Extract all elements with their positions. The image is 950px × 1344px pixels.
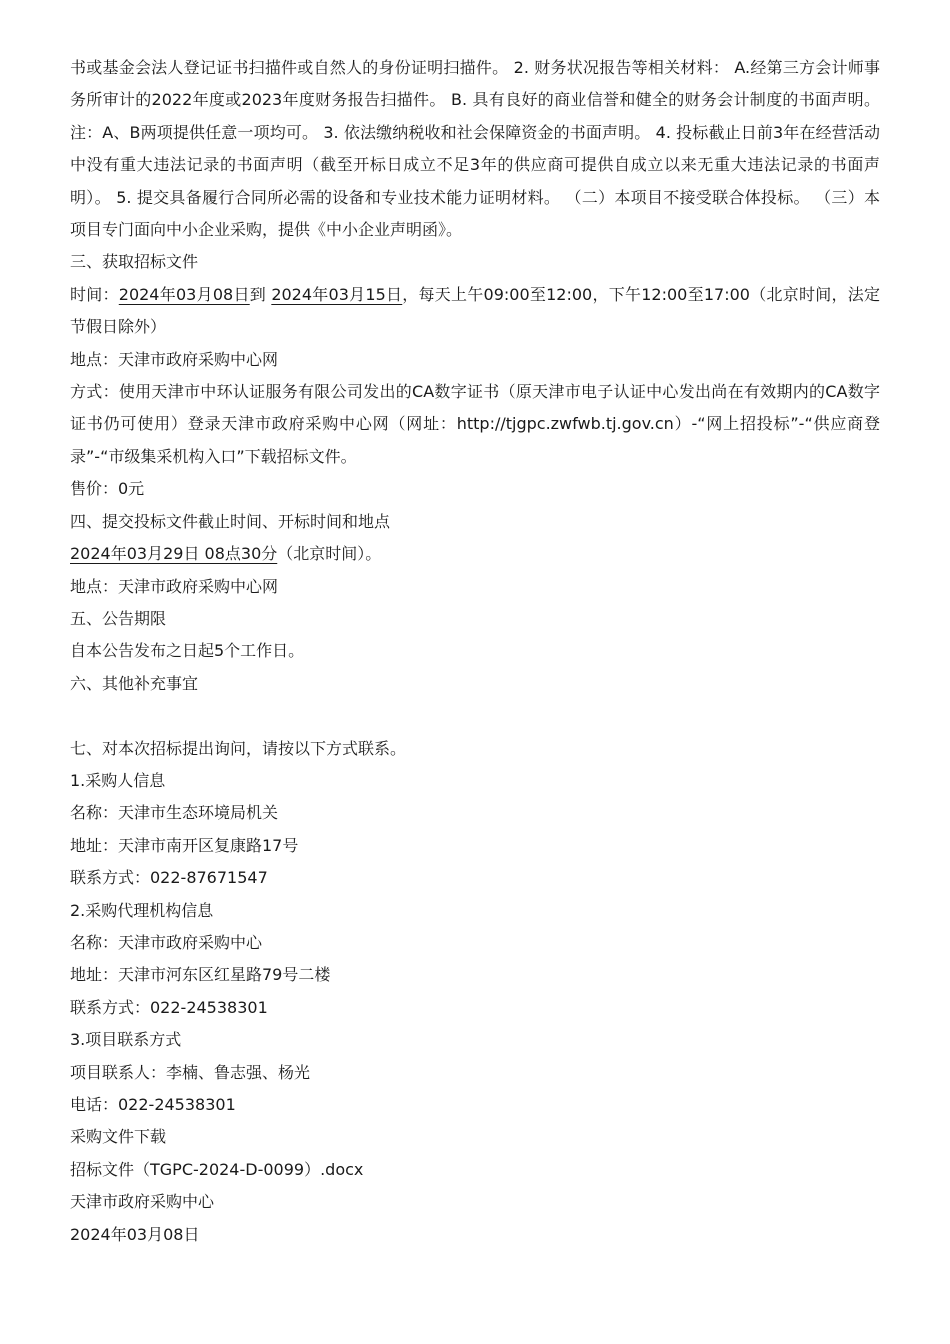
document-price: 售价：0元 [70,479,145,499]
section-6-heading: 六、其他补充事宜 [70,673,199,693]
purchaser-contact: 联系方式：022-87671547 [70,868,268,888]
acquire-time-detail: ，每天上午09:00至12:00，下午12:00至17:00（北京时间，法定节假日除外） [70,284,880,337]
deadline-datetime: 2024年03月29日 08点30分 [70,544,278,564]
acquire-time [70,279,880,344]
section-3-heading: 三、获取招标文件 [70,252,199,272]
tender-file-link[interactable]: 招标文件（TGPC-2024-D-0099）.docx [70,1159,364,1179]
announcement-period: 自本公告发布之日起5个工作日。 [70,641,305,661]
project-contact-title: 3.项目联系方式 [70,1030,182,1050]
acquire-start-date: 2024年03月08日 [118,284,250,304]
project-contact-phone: 电话：022-24538301 [70,1094,236,1114]
acquire-method: 方式：使用天津市中环认证服务有限公司发出的CA数字证书（原天津市电子认证中心发出尚在有效期内的CA数字证书仍可使用）登录天津市政府采购中心网（网址：http://tjgpc.zwfwb.tj.gov.cn）-“网上招投标”-“供应商登录”-“市级集采机构入口”下载招标文件。 [70,382,880,466]
acquire-time-label: 时间： [70,284,119,304]
issuer-name: 天津市政府采购中心 [70,1192,215,1212]
submission-deadline [70,538,880,570]
issue-date: 2024年03月08日 [70,1224,200,1244]
blank-line [70,700,880,732]
agency-address: 地址：天津市河东区红星路79号二楼 [70,965,331,985]
section-5-heading: 五、公告期限 [70,608,167,628]
project-contact-persons: 项目联系人：李楠、鲁志强、杨光 [70,1062,311,1082]
section-4-heading: 四、提交投标文件截止时间、开标时间和地点 [70,511,391,531]
purchaser-info-title: 1.采购人信息 [70,770,166,790]
submission-place: 地点：天津市政府采购中心网 [70,576,279,596]
deadline-note: （北京时间）。 [277,544,382,564]
agency-info-title: 2.采购代理机构信息 [70,900,214,920]
section-7-heading: 七、对本次招标提出询问，请按以下方式联系。 [70,738,407,758]
agency-name: 名称：天津市政府采购中心 [70,932,263,952]
agency-contact: 联系方式：022-24538301 [70,997,268,1017]
purchaser-address: 地址：天津市南开区复康路17号 [70,835,299,855]
purchaser-name: 名称：天津市生态环境局机关 [70,803,279,823]
acquire-time-to: 到 [249,284,272,304]
qualification-requirements-text: 书或基金会法人登记证书扫描件或自然人的身份证明扫描件。 2. 财务状况报告等相关材料： A.经第三方会计师事务所审计的2022年度或2023年度财务报告扫描件。 B. 具有良好的商业信誉和健全的财务会计制度的书面声明。 注：A、B两项提供任意一项均可。 3. 依法缴纳税收和社会保障资金的书面声明。 4. 投标截止日前3年在经营活动中没有重大违法记录的书面声明（截至开标日成立不足3年的供应商可提供自成立以来无重大违法记录的书面声明）。 5. 提交具备履行合同所必需的设备和专业技术能力证明材料。 （二）本项目不接受联合体投标。 （三）本项目专门面向中小企业采购，提供《中小企业声明函》。 [70,58,880,240]
acquire-place: 地点：天津市政府采购中心网 [70,349,279,369]
download-heading: 采购文件下载 [70,1127,167,1147]
acquire-end-date: 2024年03月15日 [271,284,403,304]
